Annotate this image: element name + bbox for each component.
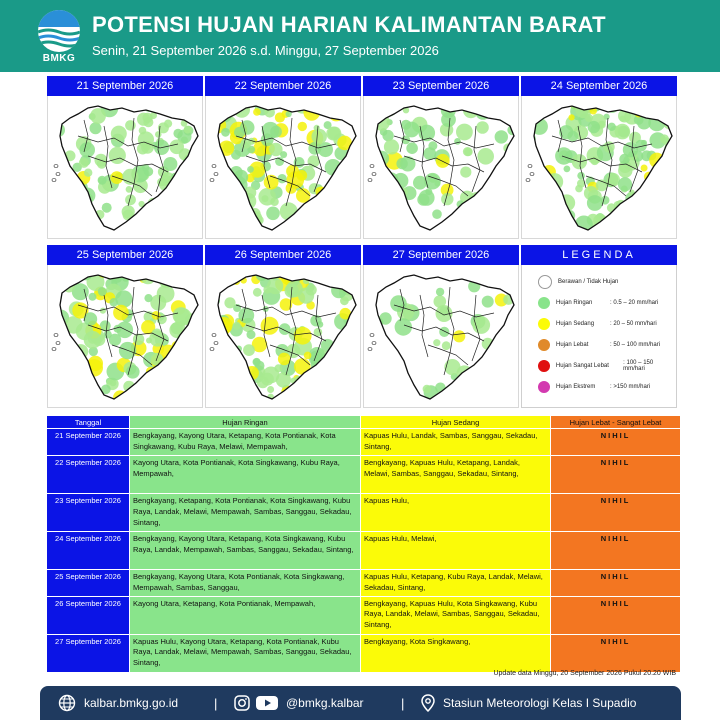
legend-body [521,265,677,408]
footer-separator: | [214,696,218,711]
table-row [47,596,681,634]
page-subtitle: Senin, 21 September 2026 s.d. Minggu, 27 September 2026 [92,43,439,58]
header-hujan-ringan: Hujan Ringan [130,416,361,429]
row-lebat: NIHIL [551,531,681,569]
map-area [47,96,203,239]
map-panel-title: 21 September 2026 [47,76,203,96]
legend-swatch [538,381,550,393]
page-title: POTENSI HUJAN HARIAN KALIMANTAN BARAT [92,12,606,37]
map-panel-title: 26 September 2026 [205,245,361,265]
kalimantan-map-graphic [364,265,519,407]
header-hujan-sedang: Hujan Sedang [361,416,551,429]
legend-label: Hujan Sedang [556,321,595,327]
table-row [47,531,681,569]
map-area [205,96,361,239]
legend-label: Hujan Ekstrem [556,384,596,390]
kalimantan-map-graphic [364,96,519,238]
row-lebat: NIHIL [551,634,681,672]
map-panel-title: 23 September 2026 [363,76,519,96]
legend-item [538,338,660,352]
row-sedang: Kapuas Hulu, [361,493,551,531]
table-row [47,455,681,493]
row-lebat: NIHIL [551,596,681,634]
row-sedang: Kapuas Hulu, Landak, Sambas, Sanggau, Sekadau, Sintang, [361,429,551,456]
row-sedang: Bengkayang, Kapuas Hulu, Kota Singkawang, Kubu Raya, Landak, Melawi, Sambas, Sanggau, Sekadau, Sintang, [361,596,551,634]
legend-item [538,359,676,373]
map-panel-title: 24 September 2026 [521,76,677,96]
row-date: 23 September 2026 [47,493,130,531]
logo-text: BMKG [42,53,76,64]
row-lebat: NIHIL [551,429,681,456]
legend-swatch [538,360,550,372]
map-area [47,265,203,408]
legend-label: Berawan / Tidak Hujan [558,279,619,285]
social-handle: @bmkg.kalbar [286,696,364,710]
youtube-icon [256,695,278,711]
map-area [521,96,677,239]
legend-item [538,275,618,289]
row-ringan: Bengkayang, Ketapang, Kota Pontianak, Kota Singkawang, Kubu Raya, Landak, Melawi, Mempawah, Sambas, Sanggau, Sekadau, Sintang, [130,493,361,531]
row-date: 27 September 2026 [47,634,130,672]
legend-panel [521,245,677,408]
row-sedang: Bengkayang, Kota Singkawang, [361,634,551,672]
website-text: kalbar.bmkg.go.id [84,696,179,710]
footer-bar [40,686,681,720]
row-date: 22 September 2026 [47,455,130,493]
row-ringan: Bengkayang, Kayong Utara, Ketapang, Kota Pontianak, Kota Singkawang, Kubu Raya, Melawi, Mempawah, [130,429,361,456]
table-row [47,429,681,456]
row-ringan: Bengkayang, Kayong Utara, Ketapang, Kota Singkawang, Kubu Raya, Landak, Mempawah, Sambas, Sanggau, Sekadau, Sintang, [130,531,361,569]
row-sedang: Kapuas Hulu, Ketapang, Kubu Raya, Landak, Melawi, Sekadau, Sintang, [361,569,551,596]
website-link[interactable] [58,686,178,720]
globe-icon [58,694,76,712]
legend-range: : 50 – 100 mm/hari [610,342,661,348]
update-timestamp: Update data Minggu, 20 September 2026 Pukul 20.20 WIB [493,670,676,677]
row-ringan: Bengkayang, Kayong Utara, Kota Pontianak, Kota Singkawang, Mempawah, Sambas, Sanggau, [130,569,361,596]
row-ringan: Kapuas Hulu, Kayong Utara, Ketapang, Kota Pontianak, Kubu Raya, Landak, Melawi, Mempawah, Sambas, Sanggau, Sekadau, Sintang, [130,634,361,672]
legend-range: : >150 mm/hari [610,384,651,390]
bmkg-logo [34,10,84,68]
legend-label: Hujan Lebat [556,342,589,348]
legend-swatch [538,297,550,309]
map-area [363,265,519,408]
legend-item [538,317,657,331]
row-date: 25 September 2026 [47,569,130,596]
map-panel-title: 27 September 2026 [363,245,519,265]
map-panel-2 [205,76,361,239]
map-panel-6 [205,245,361,408]
table-row [47,569,681,596]
legend-label: Hujan Sangat Lebat [555,363,609,369]
instagram-icon [234,695,250,711]
kalimantan-map-graphic [48,96,203,238]
location-pin-icon [421,694,435,712]
station-info [421,686,636,720]
header-hujan-lebat: Hujan Lebat - Sangat Lebat [551,416,681,429]
row-date: 24 September 2026 [47,531,130,569]
map-area [363,96,519,239]
social-link[interactable] [234,686,364,720]
legend-range: : 100 – 150 mm/hari [623,360,654,372]
row-sedang: Bengkayang, Kapuas Hulu, Ketapang, Landak, Melawi, Sambas, Sanggau, Sekadau, Sintang, [361,455,551,493]
kalimantan-map-graphic [206,265,361,407]
row-date: 21 September 2026 [47,429,130,456]
map-panel-7 [363,245,519,408]
row-lebat: NIHIL [551,569,681,596]
map-panel-1 [47,76,203,239]
table-header-row [47,416,681,429]
map-panel-3 [363,76,519,239]
rain-forecast-table [46,415,681,673]
legend-swatch [538,318,550,330]
table-row [47,634,681,672]
kalimantan-map-graphic [522,96,677,238]
row-ringan: Kayong Utara, Ketapang, Kota Pontianak, Mempawah, [130,596,361,634]
legend-title: LEGENDA [521,245,677,265]
legend-range: : 0.5 – 20 mm/hari [610,300,659,306]
station-name: Stasiun Meteorologi Kelas I Supadio [443,696,637,710]
map-area [205,265,361,408]
legend-range: : 20 – 50 mm/hari [610,321,657,327]
footer-separator: | [401,696,405,711]
row-lebat: NIHIL [551,455,681,493]
legend-item [538,296,658,310]
row-lebat: NIHIL [551,493,681,531]
row-sedang: Kapuas Hulu, Melawi, [361,531,551,569]
kalimantan-map-graphic [48,265,203,407]
map-panel-4 [521,76,677,239]
map-panel-title: 22 September 2026 [205,76,361,96]
map-panel-5 [47,245,203,408]
row-date: 26 September 2026 [47,596,130,634]
legend-swatch [538,275,552,289]
map-panel-title: 25 September 2026 [47,245,203,265]
legend-swatch [538,339,550,351]
legend-label: Hujan Ringan [556,300,593,306]
header-banner [0,0,720,72]
header-date: Tanggal [47,416,130,429]
legend-item [538,380,650,394]
table-row [47,493,681,531]
row-ringan: Kayong Utara, Kota Pontianak, Kota Singkawang, Kubu Raya, Mempawah, [130,455,361,493]
kalimantan-map-graphic [206,96,361,238]
